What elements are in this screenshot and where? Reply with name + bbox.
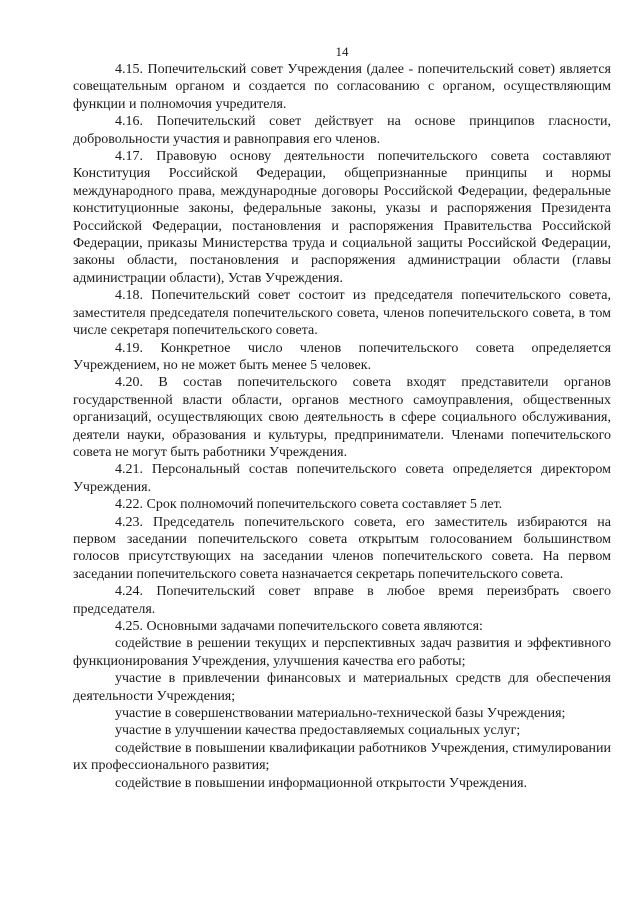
paragraph-4-15: 4.15. Попечительский совет Учреждения (далее - попечительский совет) является совещательным органом и создается по согласованию с органом, осуществляющим функции и полномочия учредителя. [73,62,611,112]
page-number: 14 [335,44,349,59]
paragraph-4-24: 4.24. Попечительский совет вправе в любое время переизбрать своего председателя. [73,584,611,617]
paragraph-4-23: 4.23. Председатель попечительского совета, его заместитель избираются на первом заседании попечительского совета открытым голосованием большинством голосов присутствующих на заседании членов попечительского совета. На первом заседании попечительского совета назначается секретарь попечительского совета. [73,514,611,582]
document-page [73,44,611,792]
paragraph-4-17: 4.17. Правовую основу деятельности попечительского совета составляют Конституция Российской Федерации, общепризнанные принципы и нормы международного права, международные договоры Российской Федерации, федеральные конституционные законы, федеральные законы, указы и распоряжения Президента Российской Федерации, постановления и распоряжения Правительства Российской Федерации, приказы Министерства труда и социальной защиты Российской Федерации, законы области, постановления и распоряжения администрации области (главы администрации области), Устав Учреждения. [73,149,611,286]
paragraph-4-25: 4.25. Основными задачами попечительского совета являются: [115,619,483,634]
paragraph-4-20: 4.20. В состав попечительского совета входят представители органов государственной власти области, органов местного самоуправления, общественных организаций, осуществляющих свою деятельность в сфере социального обслуживания, деятели науки, образования и культуры, предприниматели. Членами попечительского совета не могут быть работники Учреждения. [73,375,611,460]
task-item: содействие в повышении информационной открытости Учреждения. [115,775,528,791]
task-item: содействие в повышении квалификации работников Учреждения, стимулировании их профессионального развития; [73,740,611,774]
task-item: участие в совершенствовании материально-технической базы Учреждения; [115,706,566,722]
task-item: участие в привлечении финансовых и материальных средств для обеспечения деятельности Учреждения; [73,671,611,704]
paragraph-4-18: 4.18. Попечительский совет состоит из председателя попечительского совета, заместителя председателя попечительского совета, членов попечительского совета, в том числе секретаря попечительского совета. [73,288,611,339]
task-item: содействие в решении текущих и перспективных задач развития и эффективного функционирования Учреждения, улучшения качества его работы; [73,636,611,669]
paragraph-4-22: 4.22. Срок полномочий попечительского совета составляет 5 лет. [115,497,503,513]
paragraph-4-21: 4.21. Персональный состав попечительского совета определяется директором Учреждения. [73,462,611,495]
paragraph-4-19: 4.19. Конкретное число членов попечительского совета определяется Учреждением, но не может быть менее 5 человек. [73,340,611,373]
paragraph-4-16: 4.16. Попечительский совет действует на основе принципов гласности, добровольности участия и равноправия его членов. [73,114,611,147]
task-item: участие в улучшении качества предоставляемых социальных услуг; [115,723,521,739]
